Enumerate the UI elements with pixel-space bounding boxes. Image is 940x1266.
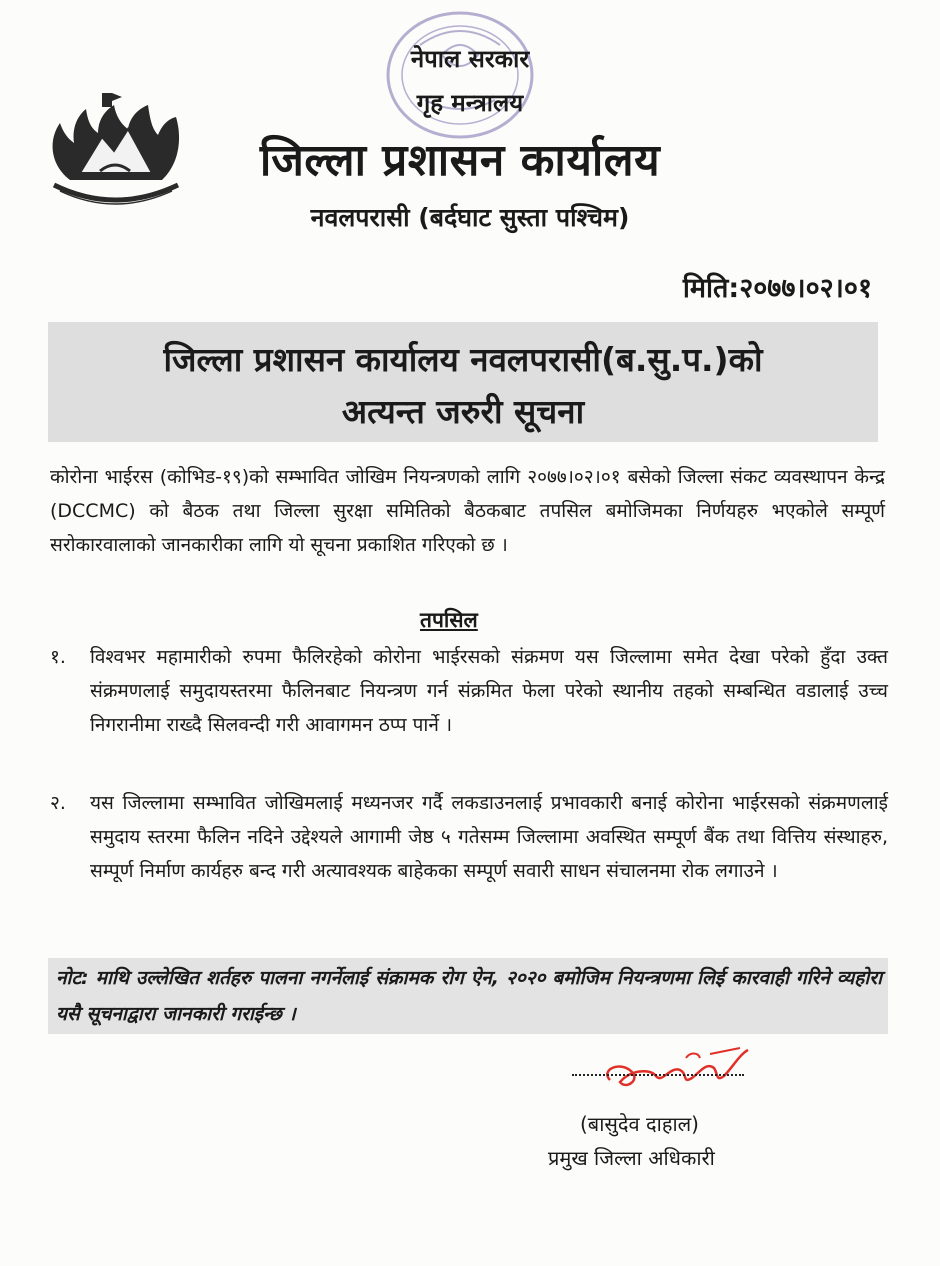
notice-banner — [48, 322, 878, 442]
handwritten-signature-icon — [590, 1040, 760, 1100]
nepal-national-emblem-icon — [40, 85, 190, 215]
list-item-text: विश्वभर महामारीको रुपमा फैलिरहेको कोरोना भाईरसको संक्रमण यस जिल्लामा समेत देखा परेको हुँदा उक्त संक्रमणलाई समुदायस्तरमा फैलिनबाट नियन्त्रण गर्न संक्रमित फेला परेको स्थानीय तहको सम्बन्धित वडालाई उच्च निगरानीमा राख्दै सिलवन्दी गरी आवागमन ठप्प पार्ने । — [90, 646, 888, 736]
list-item-text: यस जिल्लामा सम्भावित जोखिमलाई मध्यनजर गर्दै लकडाउनलाई प्रभावकारी बनाई कोरोना भाईरसको संक्रमणलाई समुदाय स्तरमा फैलिन नदिने उद्देश्यले आगामी जेष्ठ ५ गतेसम्म जिल्लामा अवस्थित सम्पूर्ण बैंक तथा वित्तिय संस्थाहरु, सम्पूर्ण निर्माण कार्यहरु बन्द गरी अत्यावश्यक बाहेकका सम्पूर्ण सवारी साधन संचालनमा रोक लगाउने । — [90, 792, 888, 882]
government-name: नेपाल सरकार — [410, 45, 530, 73]
list-item — [50, 640, 888, 742]
banner-line-2: अत्यन्त जरुरी सूचना — [341, 392, 585, 431]
banner-line-1: जिल्ला प्रशासन कार्यालय नवलपरासी(ब.सु.प.)को — [163, 340, 763, 379]
signatory-name: (बासुदेव दाहाल) — [580, 1112, 699, 1136]
notice-date: मिति:२०७७।०२।०१ — [682, 273, 872, 304]
list-item-number: २. — [50, 792, 66, 814]
list-item-number: १. — [50, 646, 66, 668]
office-title: जिल्ला प्रशासन कार्यालय — [259, 135, 661, 186]
district-name: नवलपरासी (बर्दघाट सुस्ता पश्चिम) — [310, 203, 630, 232]
section-title: तपसिल — [420, 608, 478, 632]
ministry-name: गृह मन्त्रालय — [416, 89, 524, 117]
signatory-title: प्रमुख जिल्ला अधिकारी — [548, 1146, 715, 1170]
note-text: नोट: माथि उल्लेखित शर्तहरु पालना नगर्नेलाई संक्रामक रोग ऐन, २०२० बमोजिम नियन्त्रणमा लिई कारवाही गरिने व्यहोरा यसै सूचनाद्वारा जानकारी गराईन्छ । — [56, 967, 882, 1025]
signature-line — [572, 1074, 744, 1076]
note-box — [48, 958, 888, 1034]
office-seal-stamp-icon — [380, 5, 540, 145]
intro-paragraph: कोरोना भाईरस (कोभिड-१९)को सम्भावित जोखिम नियन्त्रणको लागि २०७७।०२।०१ बसेको जिल्ला संकट व्यवस्थापन केन्द्र (DCCMC) को बैठक तथा जिल्ला सुरक्षा समितिको बैठकबाट तपसिल बमोजिमका निर्णयहरु भएकोले सम्पूर्ण सरोकारवालाको जानकारीका लागि यो सूचना प्रकाशित गरिएको छ । — [50, 466, 885, 556]
list-item — [50, 786, 888, 888]
